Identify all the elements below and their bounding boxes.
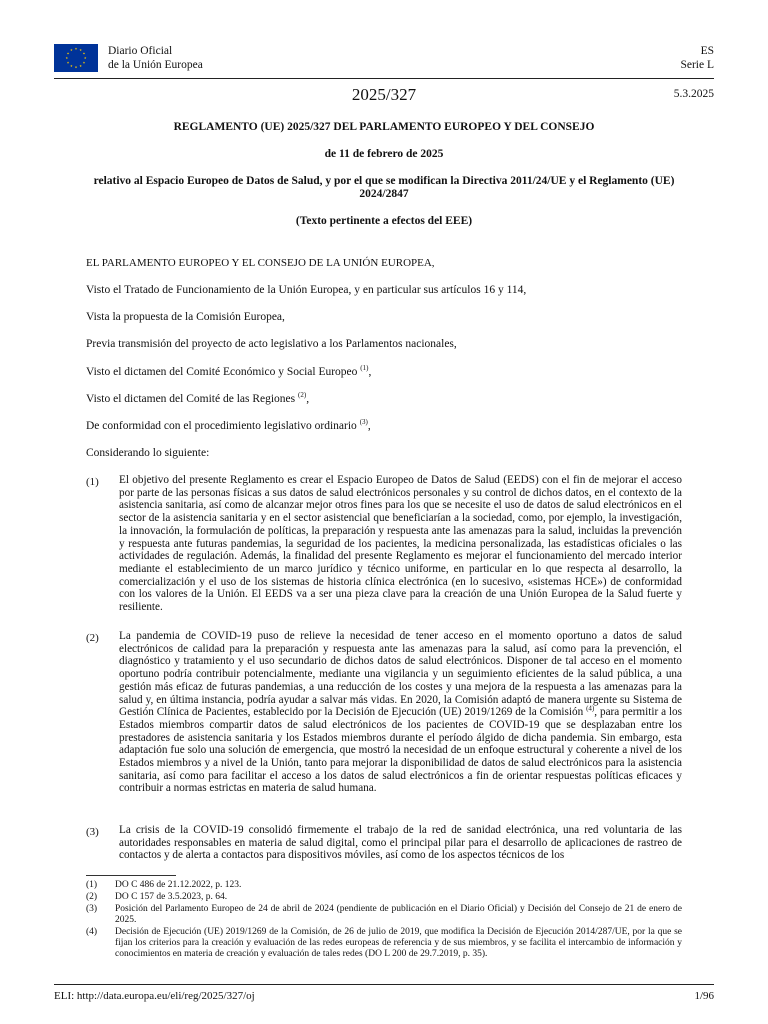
regulation-date: de 11 de febrero de 2025: [324, 148, 444, 160]
language-series: [680, 45, 714, 72]
citation-parliaments: Previa transmisión del proyecto de acto legislativo a los Parlamentos nacionales,: [86, 338, 457, 350]
footnote-4-text: Decisión de Ejecución (UE) 2019/1269 de la Comisión, de 26 de julio de 2019, que modifica la Decisión de Ejecución 2014/287/UE, por la que se fijan los criterios para la creación y evaluación de las redes europeas de referencia y de sus miembros, y se facilita el intercambio de información y conocimientos en materia de creación y evaluación de tales redes (DO L 200 de 29.7.2019, p. 35).: [115, 927, 682, 959]
citation-cor-text: Visto el dictamen del Comité de las Regiones: [86, 393, 296, 405]
language-code: ES: [700, 45, 714, 57]
footnote-ref-3[interactable]: (3): [359, 418, 368, 427]
eu-flag-logo: [54, 44, 98, 72]
citation-procedure-text: De conformidad con el procedimiento legislativo ordinario: [86, 420, 357, 432]
eea-relevance: (Texto pertinente a efectos del EEE): [295, 215, 473, 227]
citation-eesc: [86, 366, 682, 379]
citation-procedure: [86, 420, 682, 433]
series-label: Serie L: [680, 58, 714, 71]
citation-procedure-end: ,: [367, 420, 371, 432]
considerando-heading: Considerando lo siguiente:: [86, 447, 210, 459]
footnote-1-mark: (1): [86, 880, 98, 890]
footnote-divider: [86, 875, 176, 876]
citation-cor-end: ,: [306, 393, 310, 405]
citation-cor: [86, 393, 682, 406]
journal-name-line1: Diario Oficial: [108, 45, 173, 57]
footnote-ref-1[interactable]: (1): [360, 364, 369, 373]
footnote-2-mark: (2): [86, 892, 98, 902]
recital-3-number: (3): [86, 826, 99, 838]
recital-2-text-b: , para permitir a los Estados miembros compartir datos de salud electrónicos de los pacientes de COVID-19 que se desplazaban entre los prestadores de asistencia sanitaria y los Estados miembros durante el período álgido de dicha pandemia. Sin embargo, esta adaptación fue solo una solución de emergencia, que mostró la necesidad de un enfoque estructural y coherente a nivel de los Estados miembros y a nivel de la Unión, tanto para mejorar la disponibilidad de datos de salud electrónicos para la asistencia sanitaria, así como para facilitar el acceso a los datos de salud electrónicos a fin de orientar respuestas políticas eficaces y contribuir a normas estrictas en materia de salud humana.: [119, 706, 683, 795]
recital-1-number: (1): [86, 476, 99, 488]
footnote-2-text: DO C 157 de 3.5.2023, p. 64.: [115, 892, 228, 902]
footnote-4-mark: (4): [86, 927, 98, 937]
footnote-ref-2[interactable]: (2): [298, 391, 307, 400]
footnote-3-mark: (3): [86, 904, 98, 914]
recital-3-text: La crisis de la COVID-19 consolidó firmemente el trabajo de la red de sanidad electrónica, una red voluntaria de las autoridades responsables en materia de salud digital, como el principal pilar para el desarrollo de aplicaciones de rastreo de contactos y de alerta a contactos para dispositivos móviles, así como de los aspectos técnicos de los: [119, 824, 682, 862]
document-number: 2025/327: [351, 85, 417, 104]
header-divider: [54, 78, 714, 79]
regulation-subject: relativo al Espacio Europeo de Datos de Salud, y por el que se modifican la Directiva 2011/24/UE y el Reglamento (UE) 2024/2847: [93, 175, 675, 200]
citation-proposal: Vista la propuesta de la Comisión Europea,: [86, 311, 285, 323]
publication-date: 5.3.2025: [673, 88, 714, 100]
recital-2-number: (2): [86, 632, 99, 644]
journal-name-line2: de la Unión Europea: [108, 58, 203, 71]
footnote-3-text: Posición del Parlamento Europeo de 24 de abril de 2024 (pendiente de publicación en el Diario Oficial) y Decisión del Consejo de 21 de enero de 2025.: [115, 904, 682, 925]
journal-name: [108, 45, 203, 72]
footer-divider: [54, 984, 714, 985]
preamble-authors: EL PARLAMENTO EUROPEO Y EL CONSEJO DE LA UNIÓN EUROPEA,: [86, 257, 435, 269]
citation-eesc-end: ,: [368, 366, 372, 378]
regulation-title: REGLAMENTO (UE) 2025/327 DEL PARLAMENTO EUROPEO Y DEL CONSEJO: [173, 121, 595, 133]
eli-link[interactable]: ELI: http://data.europa.eu/eli/reg/2025/327/oj: [54, 990, 255, 1002]
footnote-ref-4[interactable]: (4): [586, 704, 595, 713]
recital-2-text-a: La pandemia de COVID-19 puso de relieve la necesidad de tener acceso en el momento oportuno a datos de salud electrónicos de calidad para la preparación y respuesta ante las amenazas para la salud, así como para la prevención, el diagnóstico y tratamiento y el uso secundario de dichos datos de salud electrónicos. Disponer de tal acceso en el momento oportuno podría contribuir potencialmente, mediante una vigilancia y un seguimiento eficientes de la salud pública, a una gestión más eficaz de futuras pandemias, a una reducción de los costes y una mejora de la respuesta a las amenazas para la salud y, en última instancia, podría ayudar a salvar más vidas. En 2020, la Comisión adaptó de manera urgente su Sistema de Gestión Clínica de Pacientes, establecido por la Decisión de Ejecución (UE) 2019/1269 de la Comisión: [119, 630, 682, 719]
citation-treaty: Visto el Tratado de Funcionamiento de la Unión Europea, y en particular sus artículos 16 y 114,: [86, 284, 527, 296]
citation-eesc-text: Visto el dictamen del Comité Económico y Social Europeo: [86, 366, 358, 378]
recital-2-text: [119, 630, 682, 795]
footnote-1-text: DO C 486 de 21.12.2022, p. 123.: [115, 880, 242, 890]
page-number: 1/96: [694, 990, 714, 1002]
recital-1-text: El objetivo del presente Reglamento es crear el Espacio Europeo de Datos de Salud (EEDS) con el fin de mejorar el acceso por parte de las personas físicas a sus datos de salud electrónicos personales y su control de dichos datos, en el contexto de la asistencia sanitaria, así como de alcanzar mejor otros fines para los que se necesite el uso de datos de salud electrónicos en el sector de la asistencia sanitaria y en el sector asistencial que beneficiarían a la sociedad, como, por ejemplo, la investigación, la innovación, la formulación de políticas, la preparación y respuesta ante las amenazas para la salud, incluidas la prevención y respuesta ante futuras pandemias, la seguridad de los pacientes, la medicina personalizada, las estadísticas oficiales o las actividades de regulación. Además, la finalidad del presente Reglamento es mejorar el funcionamiento del mercado interior mediante el establecimiento de un marco jurídico y técnico uniforme, en particular en lo que respecta al desarrollo, la comercialización y el uso de los sistemas de historia clínica electrónica (en lo sucesivo, «sistemas HCE») de conformidad con los valores de la Unión. El EEDS va a ser una pieza clave para la creación de una Unión Europea de la Salud fuerte y resiliente.: [119, 474, 682, 614]
